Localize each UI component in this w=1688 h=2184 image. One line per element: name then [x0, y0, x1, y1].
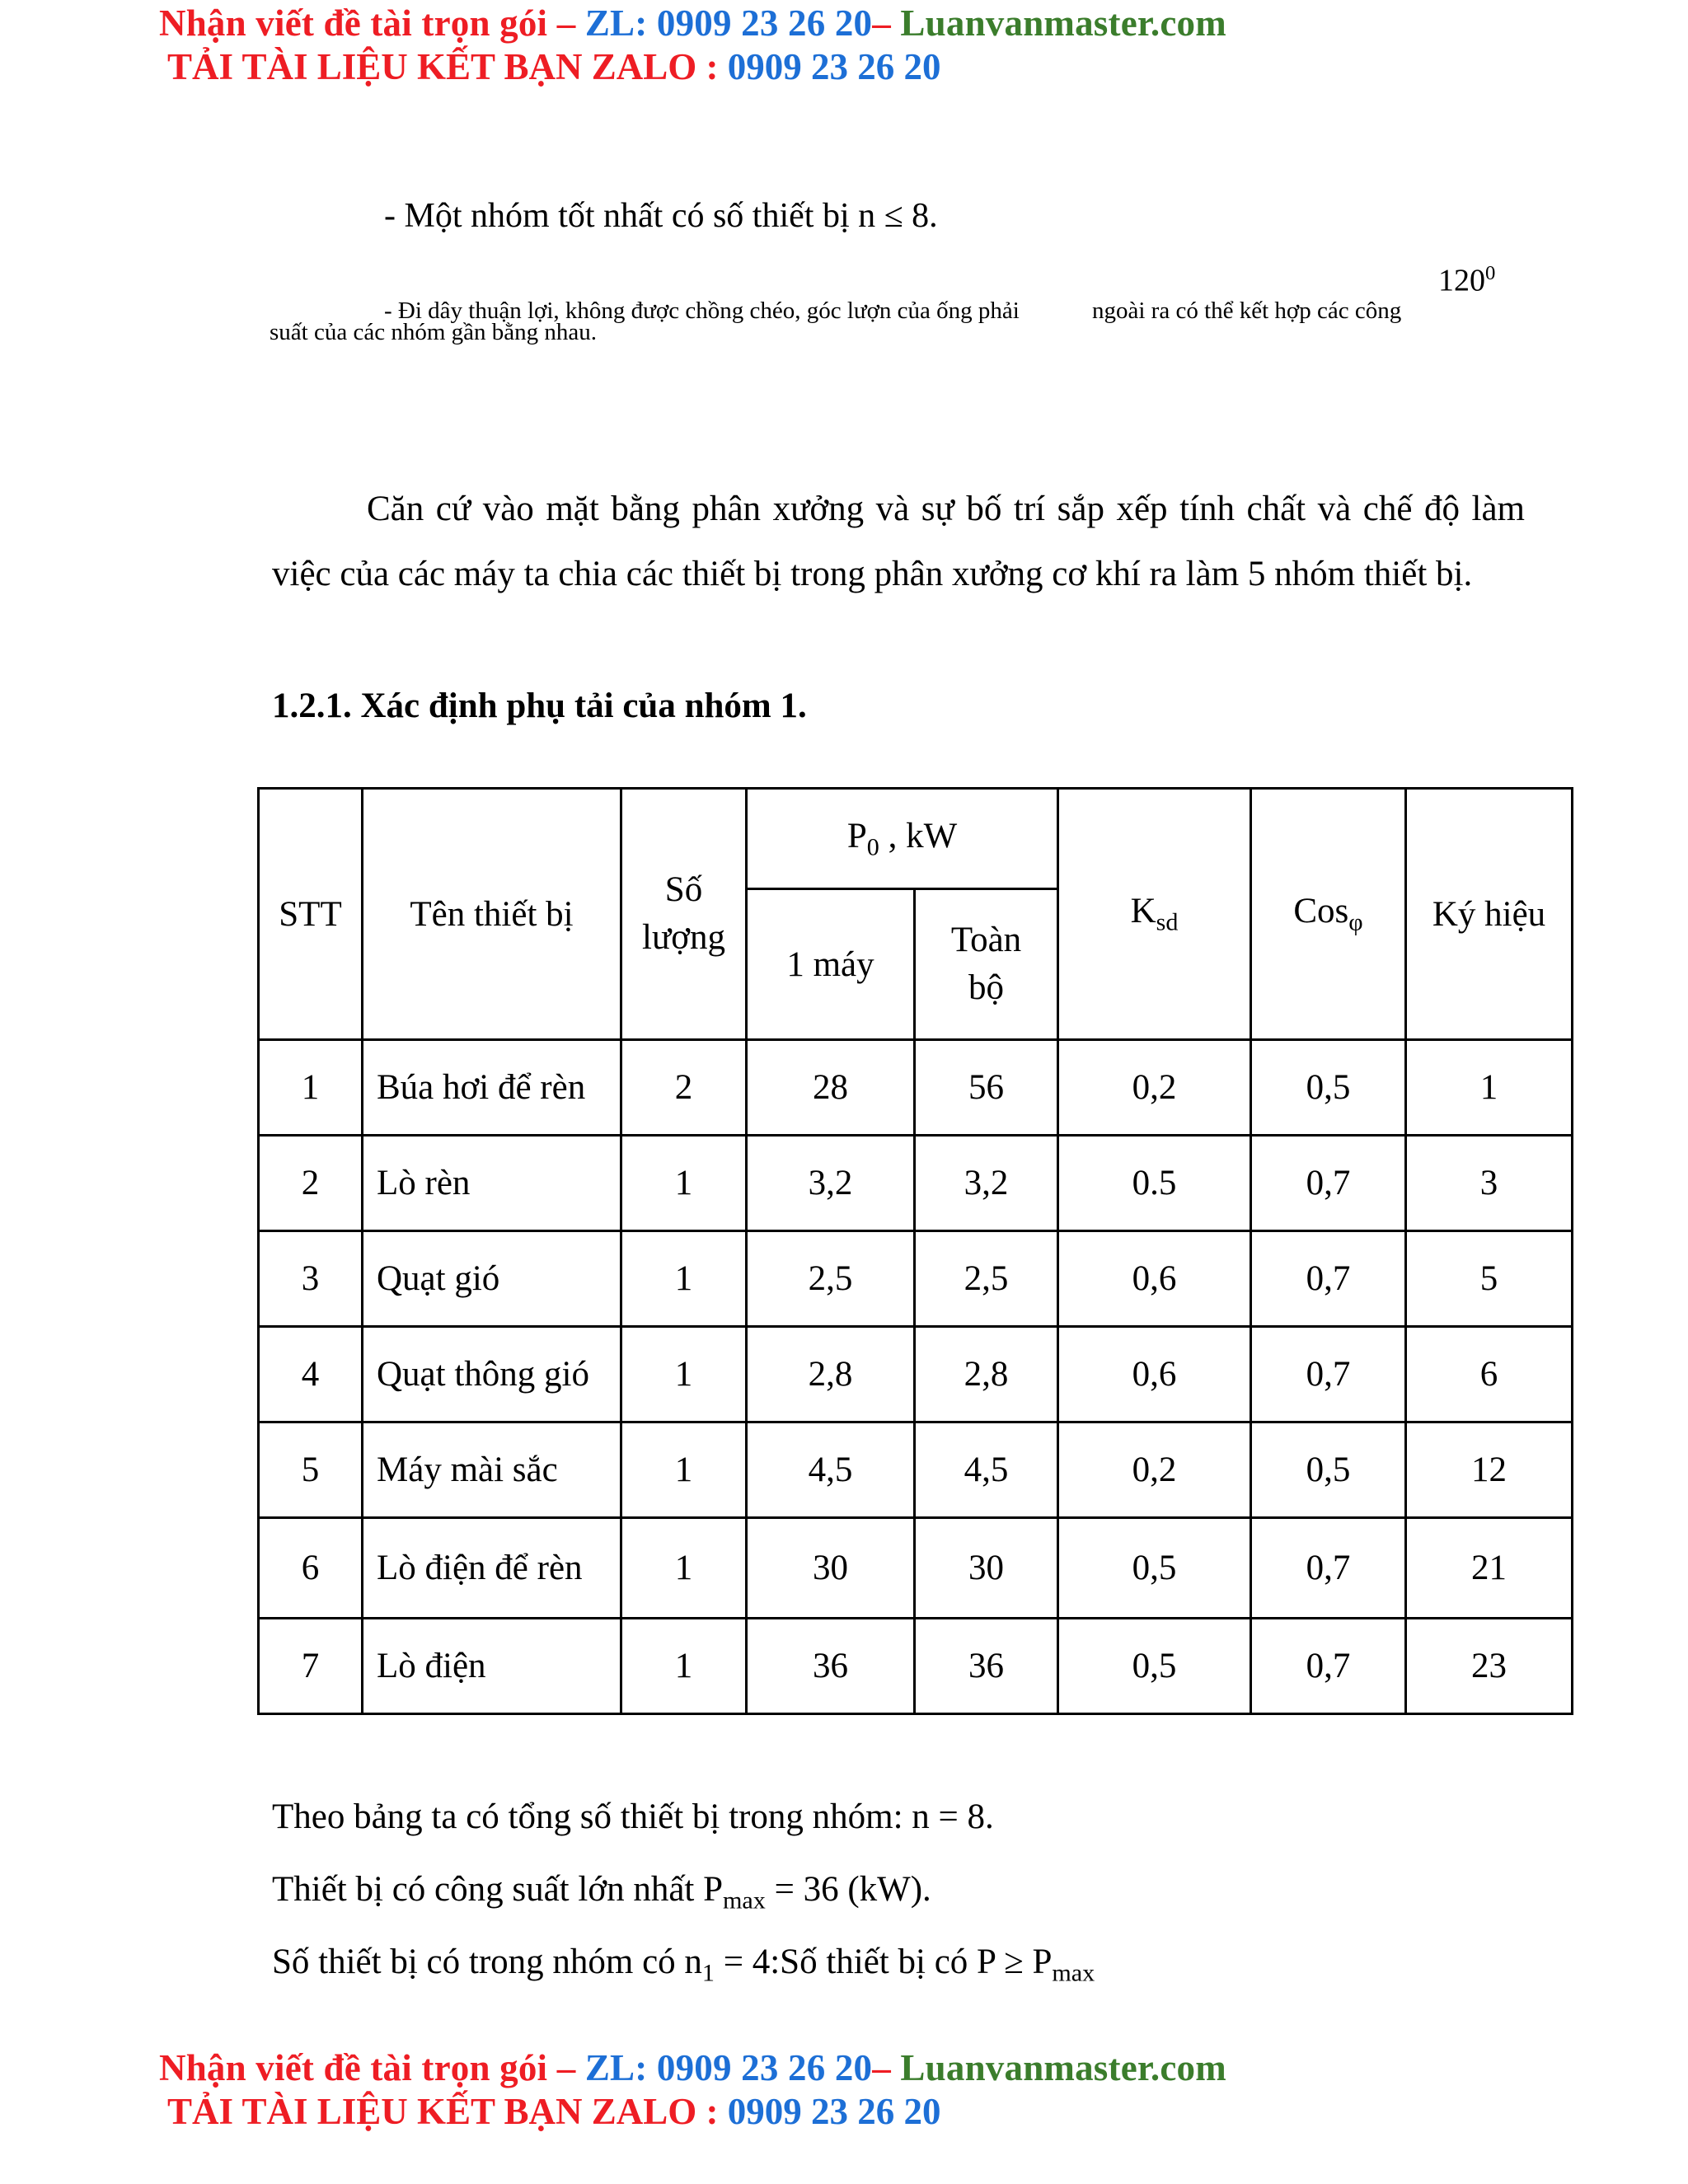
cell-qty: 1	[621, 1518, 747, 1619]
cell-p-one: 3,2	[747, 1136, 915, 1231]
cell-symbol: 21	[1406, 1518, 1573, 1619]
cell-cos: 0,7	[1251, 1619, 1406, 1714]
cell-name: Quạt gió	[363, 1231, 621, 1327]
cell-stt: 7	[259, 1619, 363, 1714]
header-qty: Số lượng	[621, 789, 747, 1040]
table-row	[259, 1619, 1573, 1714]
cell-symbol: 23	[1406, 1619, 1573, 1714]
cell-p-one: 36	[747, 1619, 915, 1714]
header-phone: ZL: 0909 23 26 20	[584, 2, 873, 44]
header-stt: STT	[259, 789, 363, 1040]
table-header-row	[259, 789, 1573, 889]
bullet-wiring-line2: suất của các nhóm gần bằng nhau.	[270, 319, 597, 345]
bullet-wiring-part2: ngoài ra có thể kết hợp các công	[1092, 298, 1402, 324]
cell-name: Búa hơi để rèn	[363, 1040, 621, 1136]
header-one-machine: 1 máy	[747, 889, 915, 1040]
table-row	[259, 1327, 1573, 1422]
total-devices-line: Theo bảng ta có tổng số thiết bị trong nhóm: n = 8.	[272, 1797, 994, 1836]
cell-ksd: 0,5	[1058, 1619, 1251, 1714]
cell-cos: 0,7	[1251, 1518, 1406, 1619]
cell-name: Quạt thông gió	[363, 1327, 621, 1422]
cell-ksd: 0,6	[1058, 1231, 1251, 1327]
cell-ksd: 0.5	[1058, 1136, 1251, 1231]
cell-p-total: 56	[915, 1040, 1058, 1136]
cell-p-total: 30	[915, 1518, 1058, 1619]
cell-cos: 0,7	[1251, 1136, 1406, 1231]
cell-stt: 1	[259, 1040, 363, 1136]
cell-symbol: 12	[1406, 1422, 1573, 1518]
footer-line-2: TẢI TÀI LIỆU KẾT BẠN ZALO : 0909 23 26 20	[167, 2091, 941, 2132]
cell-stt: 4	[259, 1327, 363, 1422]
table-row	[259, 1231, 1573, 1327]
cell-p-total: 2,5	[915, 1231, 1058, 1327]
header-ksd: $K_{sd}$	[1058, 789, 1251, 1040]
cell-name: Lò điện để rèn	[363, 1518, 621, 1619]
header-symbol: Ký hiệu	[1406, 789, 1573, 1040]
cell-name: Lò điện	[363, 1619, 621, 1714]
cell-p-total: 36	[915, 1619, 1058, 1714]
cell-ksd: 0,2	[1058, 1422, 1251, 1518]
table-row	[259, 1422, 1573, 1518]
cell-name: Lò rèn	[363, 1136, 621, 1231]
cell-p-total: 2,8	[915, 1327, 1058, 1422]
footer-line-1: Nhận viết đề tài trọn gói – ZL: 0909 23 26 20– Luanvanmaster.com	[159, 2047, 1226, 2088]
cell-p-total: 4,5	[915, 1422, 1058, 1518]
header-cos: Cos$_\varphi$	[1251, 789, 1406, 1040]
cell-cos: 0,7	[1251, 1327, 1406, 1422]
header-p0: $P_0$ , kW	[747, 789, 1058, 889]
cell-qty: 1	[621, 1619, 747, 1714]
cell-p-one: 4,5	[747, 1422, 915, 1518]
cell-qty: 1	[621, 1422, 747, 1518]
cell-stt: 5	[259, 1422, 363, 1518]
cell-stt: 3	[259, 1231, 363, 1327]
table-row	[259, 1040, 1573, 1136]
cell-p-one: 2,8	[747, 1327, 915, 1422]
cell-p-total: 3,2	[915, 1136, 1058, 1231]
cell-name: Máy mài sắc	[363, 1422, 621, 1518]
n1-line: Số thiết bị có trong nhóm có $n_1$ = 4:Số thiết bị có $P \ge P_{max}$	[272, 1943, 1095, 1987]
cell-p-one: 2,5	[747, 1231, 915, 1327]
bullet-group-size: - Một nhóm tốt nhất có số thiết bị n ≤ 8.	[384, 197, 938, 235]
cell-p-one: 28	[747, 1040, 915, 1136]
bullet-wiring-part1: - Đi dây thuận lợi, không được chồng chéo, góc lượn của ống phải	[384, 298, 1020, 324]
header-line-2: TẢI TÀI LIỆU KẾT BẠN ZALO : 0909 23 26 20	[167, 46, 941, 87]
cell-symbol: 6	[1406, 1327, 1573, 1422]
cell-cos: 0,5	[1251, 1422, 1406, 1518]
cell-qty: 1	[621, 1327, 747, 1422]
angle-value: $120^0$	[1438, 262, 1496, 298]
cell-stt: 6	[259, 1518, 363, 1619]
cell-symbol: 1	[1406, 1040, 1573, 1136]
header-site: Luanvanmaster.com	[900, 2, 1226, 44]
cell-ksd: 0,2	[1058, 1040, 1251, 1136]
cell-ksd: 0,6	[1058, 1327, 1251, 1422]
pmax-line: Thiết bị có công suất lớn nhất $P_{max} = 36$ (kW).	[272, 1870, 931, 1915]
device-table	[257, 787, 1573, 1715]
header-name: Tên thiết bị	[363, 789, 621, 1040]
cell-qty: 2	[621, 1040, 747, 1136]
header-line-1: Nhận viết đề tài trọn gói – ZL: 0909 23 26 20– Luanvanmaster.com	[159, 2, 1226, 44]
table-row	[259, 1518, 1573, 1619]
cell-ksd: 0,5	[1058, 1518, 1251, 1619]
cell-cos: 0,7	[1251, 1231, 1406, 1327]
footer-site: Luanvanmaster.com	[900, 2047, 1226, 2088]
header-total: Toàn bộ	[915, 889, 1058, 1040]
cell-cos: 0,5	[1251, 1040, 1406, 1136]
cell-p-one: 30	[747, 1518, 915, 1619]
cell-stt: 2	[259, 1136, 363, 1231]
section-heading: 1.2.1. Xác định phụ tải của nhóm 1.	[272, 687, 807, 725]
intro-paragraph: Căn cứ vào mặt bằng phân xưởng và sự bố trí sắp xếp tính chất và chế độ làm việc của các máy ta chia các thiết bị trong phân xưởng cơ khí ra làm 5 nhóm thiết bị.	[272, 490, 1525, 593]
cell-qty: 1	[621, 1136, 747, 1231]
cell-symbol: 3	[1406, 1136, 1573, 1231]
table-row	[259, 1136, 1573, 1231]
cell-symbol: 5	[1406, 1231, 1573, 1327]
cell-qty: 1	[621, 1231, 747, 1327]
footer-phone: ZL: 0909 23 26 20	[584, 2047, 873, 2088]
